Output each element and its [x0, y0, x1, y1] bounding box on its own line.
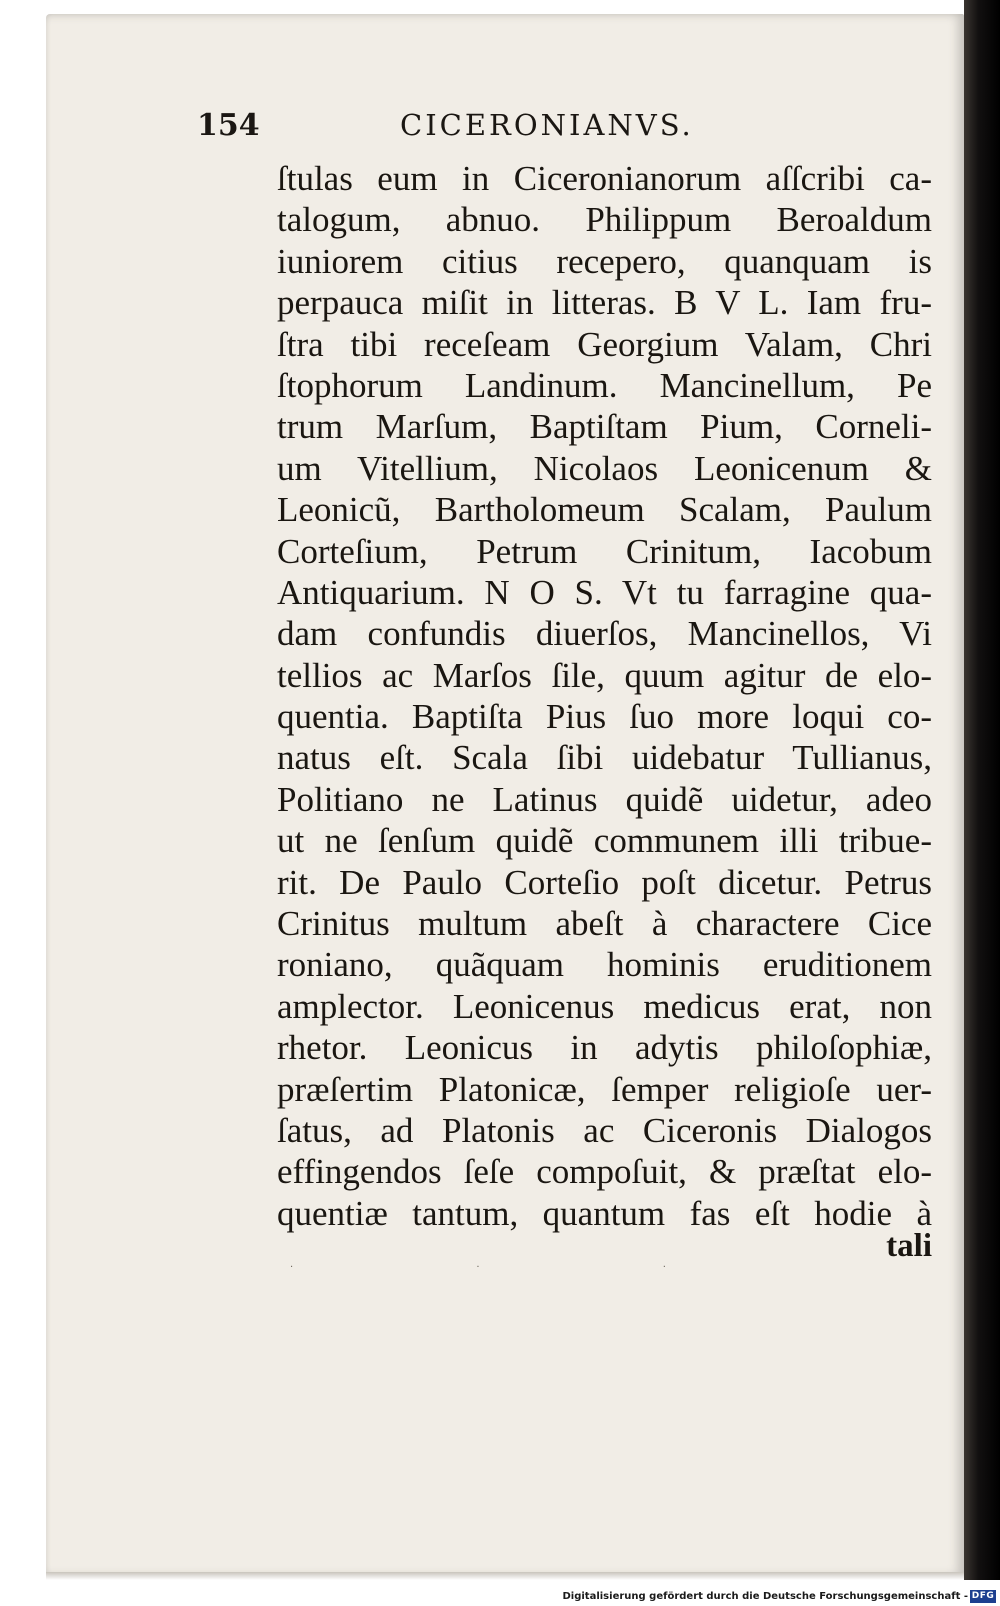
text-line: Corteſium, Petrum Crinitum, Iacobum	[277, 531, 932, 571]
text-line: trum Marſum, Baptiſtam Pium, Corneli-	[277, 407, 932, 447]
body-text	[277, 158, 932, 1234]
text-line: ſatus, ad Platonis ac Ciceronis Dialogos	[277, 1110, 932, 1150]
text-line: tellios ac Marſos ſile, quum agitur de elo-	[277, 655, 932, 695]
page-number: 154	[197, 108, 260, 143]
text-line: effingendos ſeſe compoſuit, & præſtat elo-	[277, 1152, 932, 1192]
text-line: Antiquarium. N O S. Vt tu farragine qua-	[277, 572, 932, 612]
text-line: Crinitus multum abeſt à charactere Cice	[277, 904, 932, 944]
text-line: rhetor. Leonicus in adytis philoſophiæ,	[277, 1028, 932, 1068]
text-line: quentiæ tantum, quantum fas eſt hodie à	[277, 1193, 932, 1233]
text-line: dam confundis diuerſos, Mancinellos, Vi	[277, 614, 932, 654]
funding-credit: Digitalisierung gefördert durch die Deutsche Forschungsgemeinschaft -	[562, 1591, 968, 1602]
text-line: Leonicũ, Bartholomeum Scalam, Paulum	[277, 490, 932, 530]
running-head: CICERONIANVS.	[400, 108, 694, 142]
ink-specks: · · ·	[290, 1262, 756, 1273]
text-line: iuniorem citius recepero, quanquam is	[277, 241, 932, 281]
book-spine-edge	[964, 0, 1000, 1580]
catchword: tali	[886, 1228, 932, 1264]
text-line: talogum, abnuo. Philippum Beroaldum	[277, 200, 932, 240]
text-line: Politiano ne Latinus quidẽ uidetur, adeo	[277, 779, 932, 819]
text-line: ſtra tibi receſeam Georgium Valam, Chri	[277, 324, 932, 364]
page-bottom-shadow	[46, 1572, 964, 1580]
text-line: natus eſt. Scala ſibi uidebatur Tullianus,	[277, 738, 932, 778]
text-line: rit. De Paulo Corteſio poſt dicetur. Petrus	[277, 862, 932, 902]
text-line: quentia. Baptiſta Pius ſuo more loqui co-	[277, 697, 932, 737]
dfg-logo-icon: DFG	[971, 1591, 995, 1601]
text-line: ſtophorum Landinum. Mancinellum, Pe	[277, 365, 932, 405]
text-line: amplector. Leonicenus medicus erat, non	[277, 986, 932, 1026]
text-line: perpauca miſit in litteras. B V L. Iam fru-	[277, 283, 932, 323]
text-line: præſertim Platonicæ, ſemper religioſe uer-	[277, 1069, 932, 1109]
text-line: um Vitellium, Nicolaos Leonicenum &	[277, 448, 932, 488]
text-line: roniano, quãquam hominis eruditionem	[277, 945, 932, 985]
text-line: ut ne ſenſum quidẽ communem illi tribue-	[277, 821, 932, 861]
text-line: ſtulas eum in Ciceronianorum aſſcribi ca-	[277, 159, 932, 198]
